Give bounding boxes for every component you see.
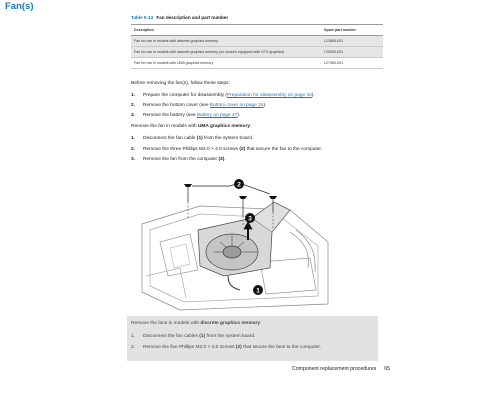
- step-text: Prepare the computer for disassembly (: [143, 93, 227, 98]
- fan-removal-illustration: [140, 172, 330, 312]
- discrete-intro: [131, 321, 261, 326]
- callout-3-label: 3: [248, 215, 252, 223]
- table-cell-description: Fan for use in models with discrete graphics memory: [131, 36, 321, 47]
- discrete-step: [131, 345, 321, 350]
- table-cell-part-number: L23695-001: [321, 36, 383, 47]
- discrete-intro-after: :: [260, 321, 262, 326]
- step-link[interactable]: Bottom cover on page 34: [209, 103, 264, 108]
- callout-1-label: 1: [256, 287, 260, 295]
- prep-step: [131, 113, 240, 118]
- step-text: Remove the three Phillips M2.0 × 4.0 screws: [143, 147, 240, 152]
- discrete-step: [131, 334, 256, 339]
- discrete-intro-bold: discrete graphics memory: [200, 321, 261, 326]
- table-header-spare-part: Spare part number: [321, 25, 383, 36]
- table-header-row: [131, 25, 383, 36]
- step-text: Disconnect the fan cables: [143, 334, 200, 339]
- step-text: Remove the five Phillips M2.0 × 4.0 screws: [143, 345, 236, 350]
- step-callout: (2): [235, 345, 242, 350]
- table-header-description: Description: [131, 25, 321, 36]
- prep-step: [131, 103, 266, 108]
- step-text-after: ).: [311, 93, 315, 98]
- step-number: 3.: [131, 157, 136, 162]
- discrete-graphics-box: [127, 316, 378, 361]
- step-text: Disconnect the fan cable: [143, 136, 197, 141]
- uma-intro-bold: UMA graphics memory: [197, 124, 251, 129]
- step-text-after: from the system board.: [202, 136, 254, 141]
- page-footer: [292, 366, 390, 372]
- uma-step: [131, 136, 253, 141]
- uma-intro-text: Remove the fan in models with: [131, 124, 198, 129]
- step-callout: (3): [218, 157, 225, 162]
- step-text-after: from the system board.: [205, 334, 256, 339]
- table-row: [131, 58, 383, 69]
- step-text-after: that secure the fan to the computer.: [245, 147, 323, 152]
- page-number: 65: [384, 366, 390, 372]
- intro-text: Before removing the fan(s), follow these steps:: [131, 81, 230, 86]
- step-link[interactable]: Battery on page 37: [196, 113, 238, 118]
- step-number: 1.: [131, 334, 136, 339]
- table-caption-label: Table 5-13: [131, 15, 154, 20]
- discrete-intro-text: Remove the fans in models with: [131, 321, 201, 326]
- step-number: 1.: [131, 93, 136, 98]
- step-text: Remove the bottom cover (see: [143, 103, 210, 108]
- table-cell-description: Fan for use in models with discrete graphics memory (on models equipped with GTX graphics): [131, 47, 321, 58]
- uma-intro-after: :: [250, 124, 252, 129]
- step-number: 2.: [131, 147, 136, 152]
- callout-2-label: 2: [237, 181, 241, 189]
- step-link[interactable]: Preparation for disassembly on page 34: [226, 93, 312, 98]
- step-number: 2.: [131, 345, 136, 350]
- table-row: [131, 47, 383, 58]
- uma-intro: [131, 124, 251, 129]
- step-text-after: ).: [237, 113, 241, 118]
- footer-label: Component replacement procedures: [292, 366, 377, 372]
- table-cell-part-number: L25530-001: [321, 47, 383, 58]
- table-caption: [131, 15, 228, 20]
- section-title: Fan(s): [5, 1, 34, 12]
- table-cell-part-number: L27983-001: [321, 58, 383, 69]
- prep-step: [131, 93, 315, 98]
- table-row: [131, 36, 383, 47]
- step-callout: (2): [239, 147, 246, 152]
- step-text: Remove the battery (see: [143, 113, 197, 118]
- step-text-after: .: [224, 157, 226, 162]
- step-number: 2.: [131, 103, 136, 108]
- parts-table: [131, 24, 383, 69]
- step-callout: (1): [199, 334, 206, 339]
- step-number: 1.: [131, 136, 136, 141]
- step-text-after: that secure the fans to the computer.: [241, 345, 321, 350]
- uma-step: [131, 157, 226, 162]
- step-callout: (1): [196, 136, 203, 141]
- step-text-after: ).: [263, 103, 267, 108]
- callout-2: [234, 179, 244, 189]
- uma-step: [131, 147, 322, 152]
- table-cell-description: Fan for use in models with UMA graphics memory: [131, 58, 321, 69]
- step-text: Remove the fan from the computer: [143, 157, 219, 162]
- step-number: 3.: [131, 113, 136, 118]
- table-caption-title: Fan description and part number: [156, 15, 229, 20]
- callout-3: [245, 213, 255, 223]
- callout-1: [253, 285, 263, 295]
